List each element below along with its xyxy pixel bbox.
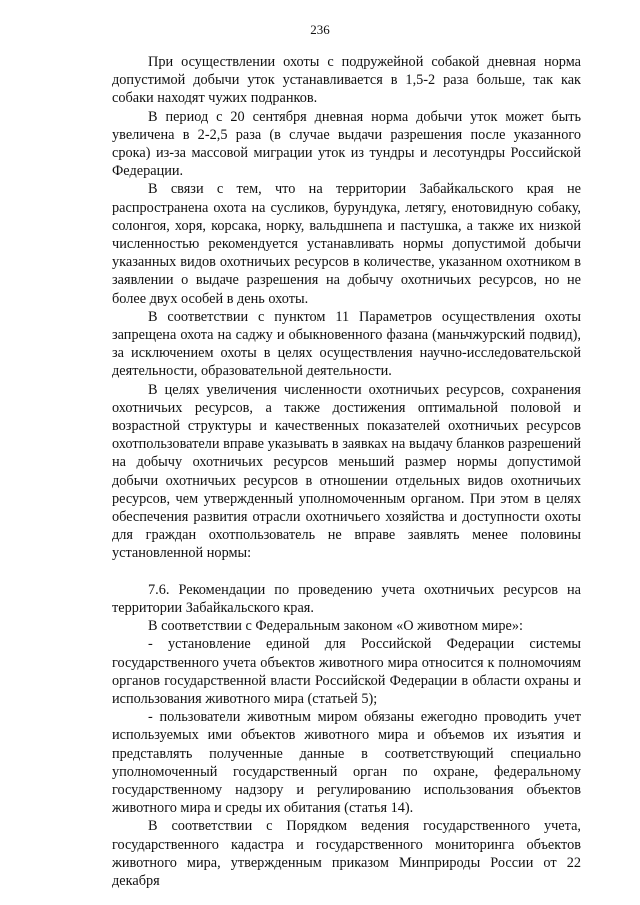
paragraph-procedure-order: В соответствии с Порядком ведения государственного учета, государственного кадастра и государственного мониторинга объектов животного мира, утвержденным приказом Минприроды России от 22 декабря: [112, 818, 581, 889]
section-spacer: [112, 563, 581, 581]
list-item-state-accounting: - установление единой для Российской Федерации системы государственного учета объектов животного мира относится к полномочиям органов государственной власти Российской Федерации в области охраны и использования животного мира (статьей 5);: [112, 636, 581, 707]
paragraph-reduced-norms: В целях увеличения численности охотничьих ресурсов, сохранения охотничьих ресурсов, а также достижения оптимальной половой и возрастной структуры и качественных показателей охотничьих ресурсов охотпользователи вправе указывать в заявках на выдачу бланков разрешений на добычу охотничьих ресурсов меньший размер нормы допустимой добычи охотничьих ресурсов в отношении отдельных видов охотничьих ресурсов, чем утвержденный уполномоченным органом. При этом в целях обеспечения развития отрасли охотничьего хозяйства и доступности охоты для граждан охотпользователь не вправе заявлять менее половины установленной нормы:: [112, 381, 581, 562]
paragraph-duck-norm-september: В период с 20 сентября дневная норма добычи уток может быть увеличена в 2-2,5 раза (в случае выдачи разрешения после указанного срока) из-за массовой миграции уток из тундры и лесотундры Российской Федерации.: [112, 108, 581, 180]
paragraph-hunting-dog: При осуществлении охоты с подружейной собакой дневная норма допустимой добычи уток устанавливается в 1,5-2 раза больше, так как собаки находят чужих подранков.: [112, 54, 581, 107]
document-body: [112, 53, 581, 890]
paragraph-prohibited-species: В соответствии с пунктом 11 Параметров осуществления охоты запрещена охота на саджу и обыкновенного фазана (маньчжурский подвид), за исключением охоты в целях осуществления научно-исследовательской деятельности, образовательной деятельности.: [112, 308, 581, 380]
paragraph-rare-species-norms: В связи с тем, что на территории Забайкальского края не распространена охота на сусликов, бурундука, летягу, енотовидную собаку, солонгоя, хоря, корсака, норку, вальдшнепа и пастушка, а также их низкой численностью рекомендуется устанавливать нормы допустимой добычи указанных видов охотничьих ресурсов в количестве, указанном охотником в заявлении о выдаче разрешения на добычу охотничьих ресурсов, но не более двух особей в день охоты.: [112, 181, 581, 307]
section-heading-7-6: 7.6. Рекомендации по проведению учета охотничьих ресурсов на территории Забайкальского края.: [112, 581, 581, 616]
list-item-users-obligations: - пользователи животным миром обязаны ежегодно проводить учет используемых ими объектов животного мира и объемов их изъятия и представлять полученные данные в соответствующий специально уполномоченный государственный орган по охране, федеральному государственному надзору и регулированию использования объектов животного мира и среды их обитания (статья 14).: [112, 709, 581, 817]
page-number: 236: [310, 22, 330, 37]
paragraph-federal-law: В соответствии с Федеральным законом «О животном мире»:: [148, 618, 524, 635]
